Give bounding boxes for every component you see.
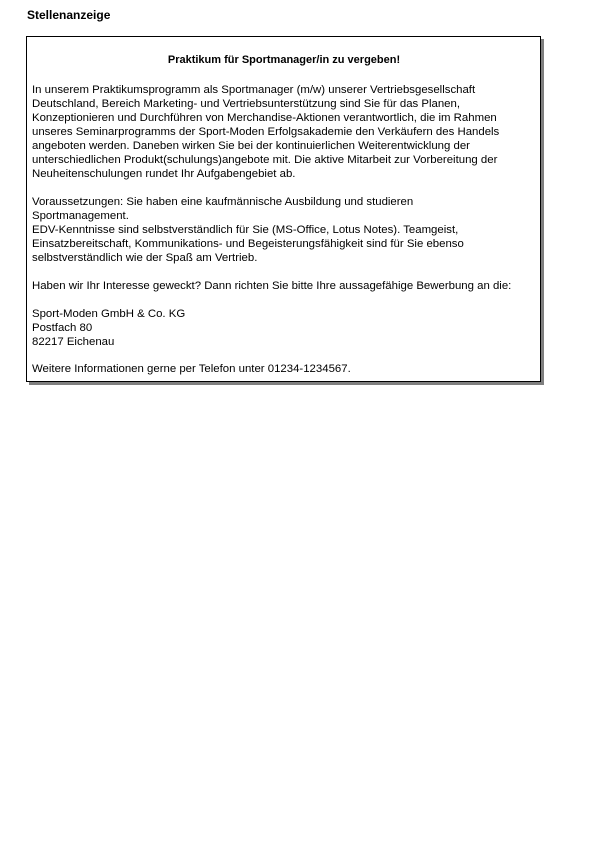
requirements-line: Sportmanagement. (32, 210, 129, 222)
intro-paragraph (32, 83, 536, 181)
requirements-line: EDV-Kenntnisse sind selbstverständlich für Sie (MS-Office, Lotus Notes). Teamgeist, (32, 224, 459, 236)
address-po-box: Postfach 80 (32, 322, 93, 334)
contact-info-text: Weitere Informationen gerne per Telefon unter 01234-1234567. (32, 363, 351, 375)
address-company: Sport-Moden GmbH & Co. KG (32, 308, 186, 320)
intro-line: angeboten werden. Daneben wirken Sie bei der kontinuierlichen Weiterentwicklung der (32, 140, 470, 152)
address-block (32, 307, 536, 349)
job-ad-box (26, 36, 541, 382)
address-city: 82217 Eichenau (32, 336, 115, 348)
requirements-line: Voraussetzungen: Sie haben eine kaufmännische Ausbildung und studieren (32, 196, 414, 208)
intro-line: Konzeptionieren und Durchführen von Merchandise-Aktionen verantwortlich, die im Rahmen (32, 112, 497, 124)
job-ad-title: Praktikum für Sportmanager/in zu vergeben! (167, 54, 401, 66)
intro-line: Deutschland, Bereich Marketing- und Vertriebsunterstützung sind Sie für das Planen, (32, 98, 461, 110)
page-heading: Stellenanzeige (27, 8, 111, 22)
call-to-action-paragraph (32, 279, 536, 293)
requirements-line: Einsatzbereitschaft, Kommunikations- und Begeisterungsfähigkeit sind für Sie ebenso (32, 238, 464, 250)
requirements-line: selbstverständlich wie der Spaß am Vertrieb. (32, 252, 258, 264)
call-to-action-text: Haben wir Ihr Interesse geweckt? Dann richten Sie bitte Ihre aussagefähige Bewerbung an die: (32, 280, 512, 292)
intro-line: unseres Seminarprogramms der Sport-Moden Erfolgsakademie den Verkäufern des Handels (32, 126, 500, 138)
requirements-paragraph (32, 195, 536, 265)
intro-line: Neuheitenschulungen rundet Ihr Aufgabengebiet ab. (32, 168, 296, 180)
intro-line: In unserem Praktikumsprogramm als Sportmanager (m/w) unserer Vertriebsgesellschaft (32, 84, 476, 96)
intro-line: unterschiedlichen Produkt(schulungs)angebote mit. Die aktive Mitarbeit zur Vorbereitung der (32, 154, 498, 166)
contact-paragraph (32, 362, 536, 376)
